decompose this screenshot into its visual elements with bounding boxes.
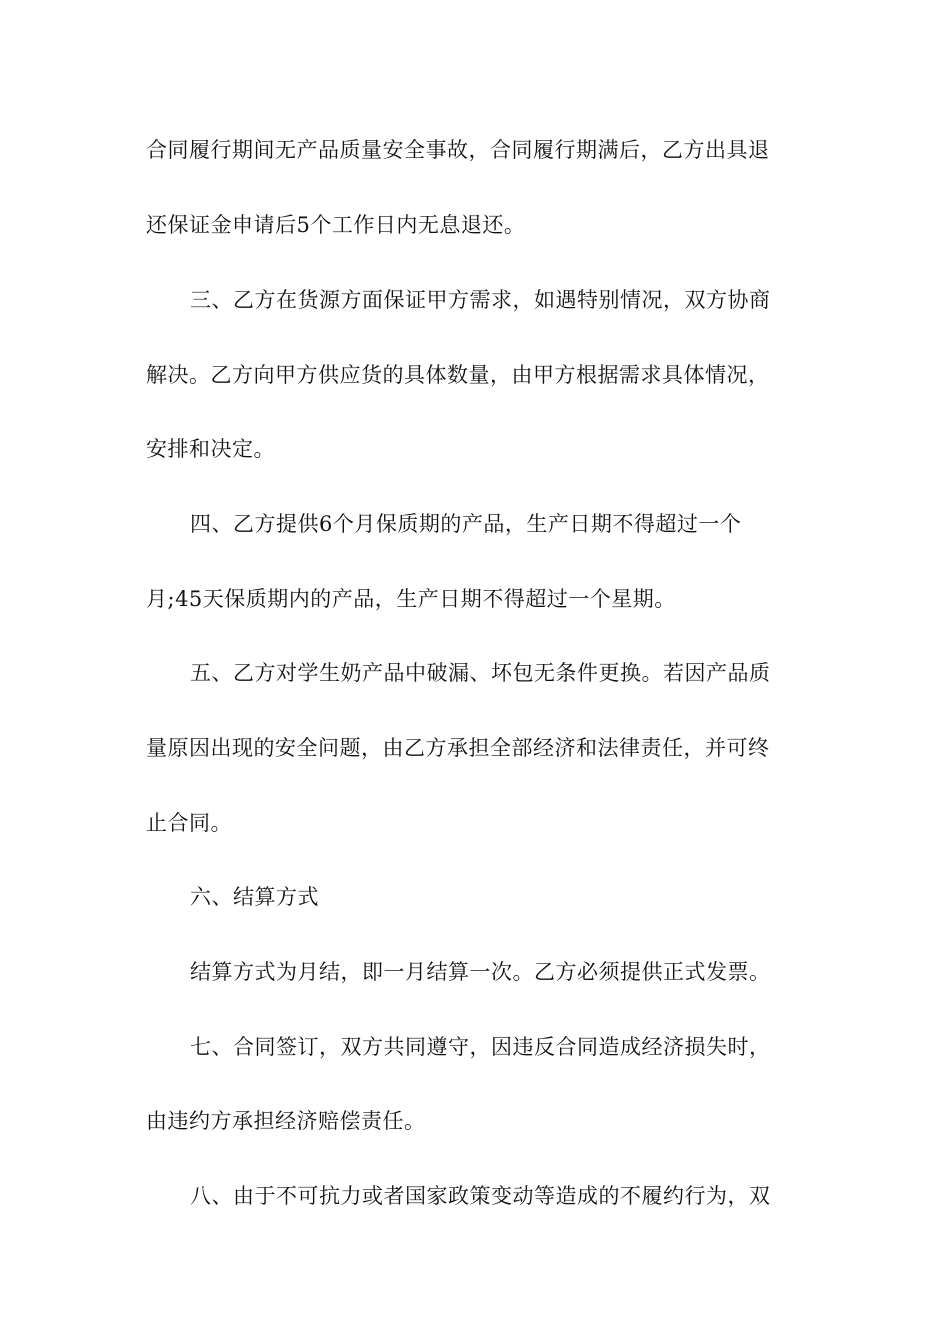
text-line: 量原因出现的安全问题，由乙方承担全部经济和法律责任，并可终: [146, 736, 770, 760]
text-line: 由违约方承担经济赔偿责任。: [146, 1109, 426, 1133]
text-line: 合同履行期间无产品质量安全事故，合同履行期满后，乙方出具退: [146, 138, 770, 162]
paragraph-start-line: 三、乙方在货源方面保证甲方需求，如遇特别情况，双方协商: [190, 288, 771, 312]
text-line: 月;45天保质期内的产品，生产日期不得超过一个星期。: [146, 587, 676, 611]
text-line: 止合同。: [146, 811, 232, 835]
paragraph-start-line: 四、乙方提供6个月保质期的产品，生产日期不得超过一个: [190, 512, 742, 536]
section-heading: 六、结算方式: [190, 885, 319, 909]
text-line: 还保证金申请后5个工作日内无息退还。: [146, 213, 526, 237]
paragraph-start-line: 七、合同签订，双方共同遵守，因违反合同造成经济损失时，: [190, 1035, 771, 1059]
text-line: 安排和决定。: [146, 437, 275, 461]
paragraph-start-line: 八、由于不可抗力或者国家政策变动等造成的不履约行为，双: [190, 1184, 771, 1208]
paragraph-start-line: 结算方式为月结，即一月结算一次。乙方必须提供正式发票。: [190, 960, 771, 984]
paragraph-start-line: 五、乙方对学生奶产品中破漏、坏包无条件更换。若因产品质: [190, 661, 771, 685]
text-line: 解决。乙方向甲方供应货的具体数量，由甲方根据需求具体情况，: [146, 363, 770, 387]
